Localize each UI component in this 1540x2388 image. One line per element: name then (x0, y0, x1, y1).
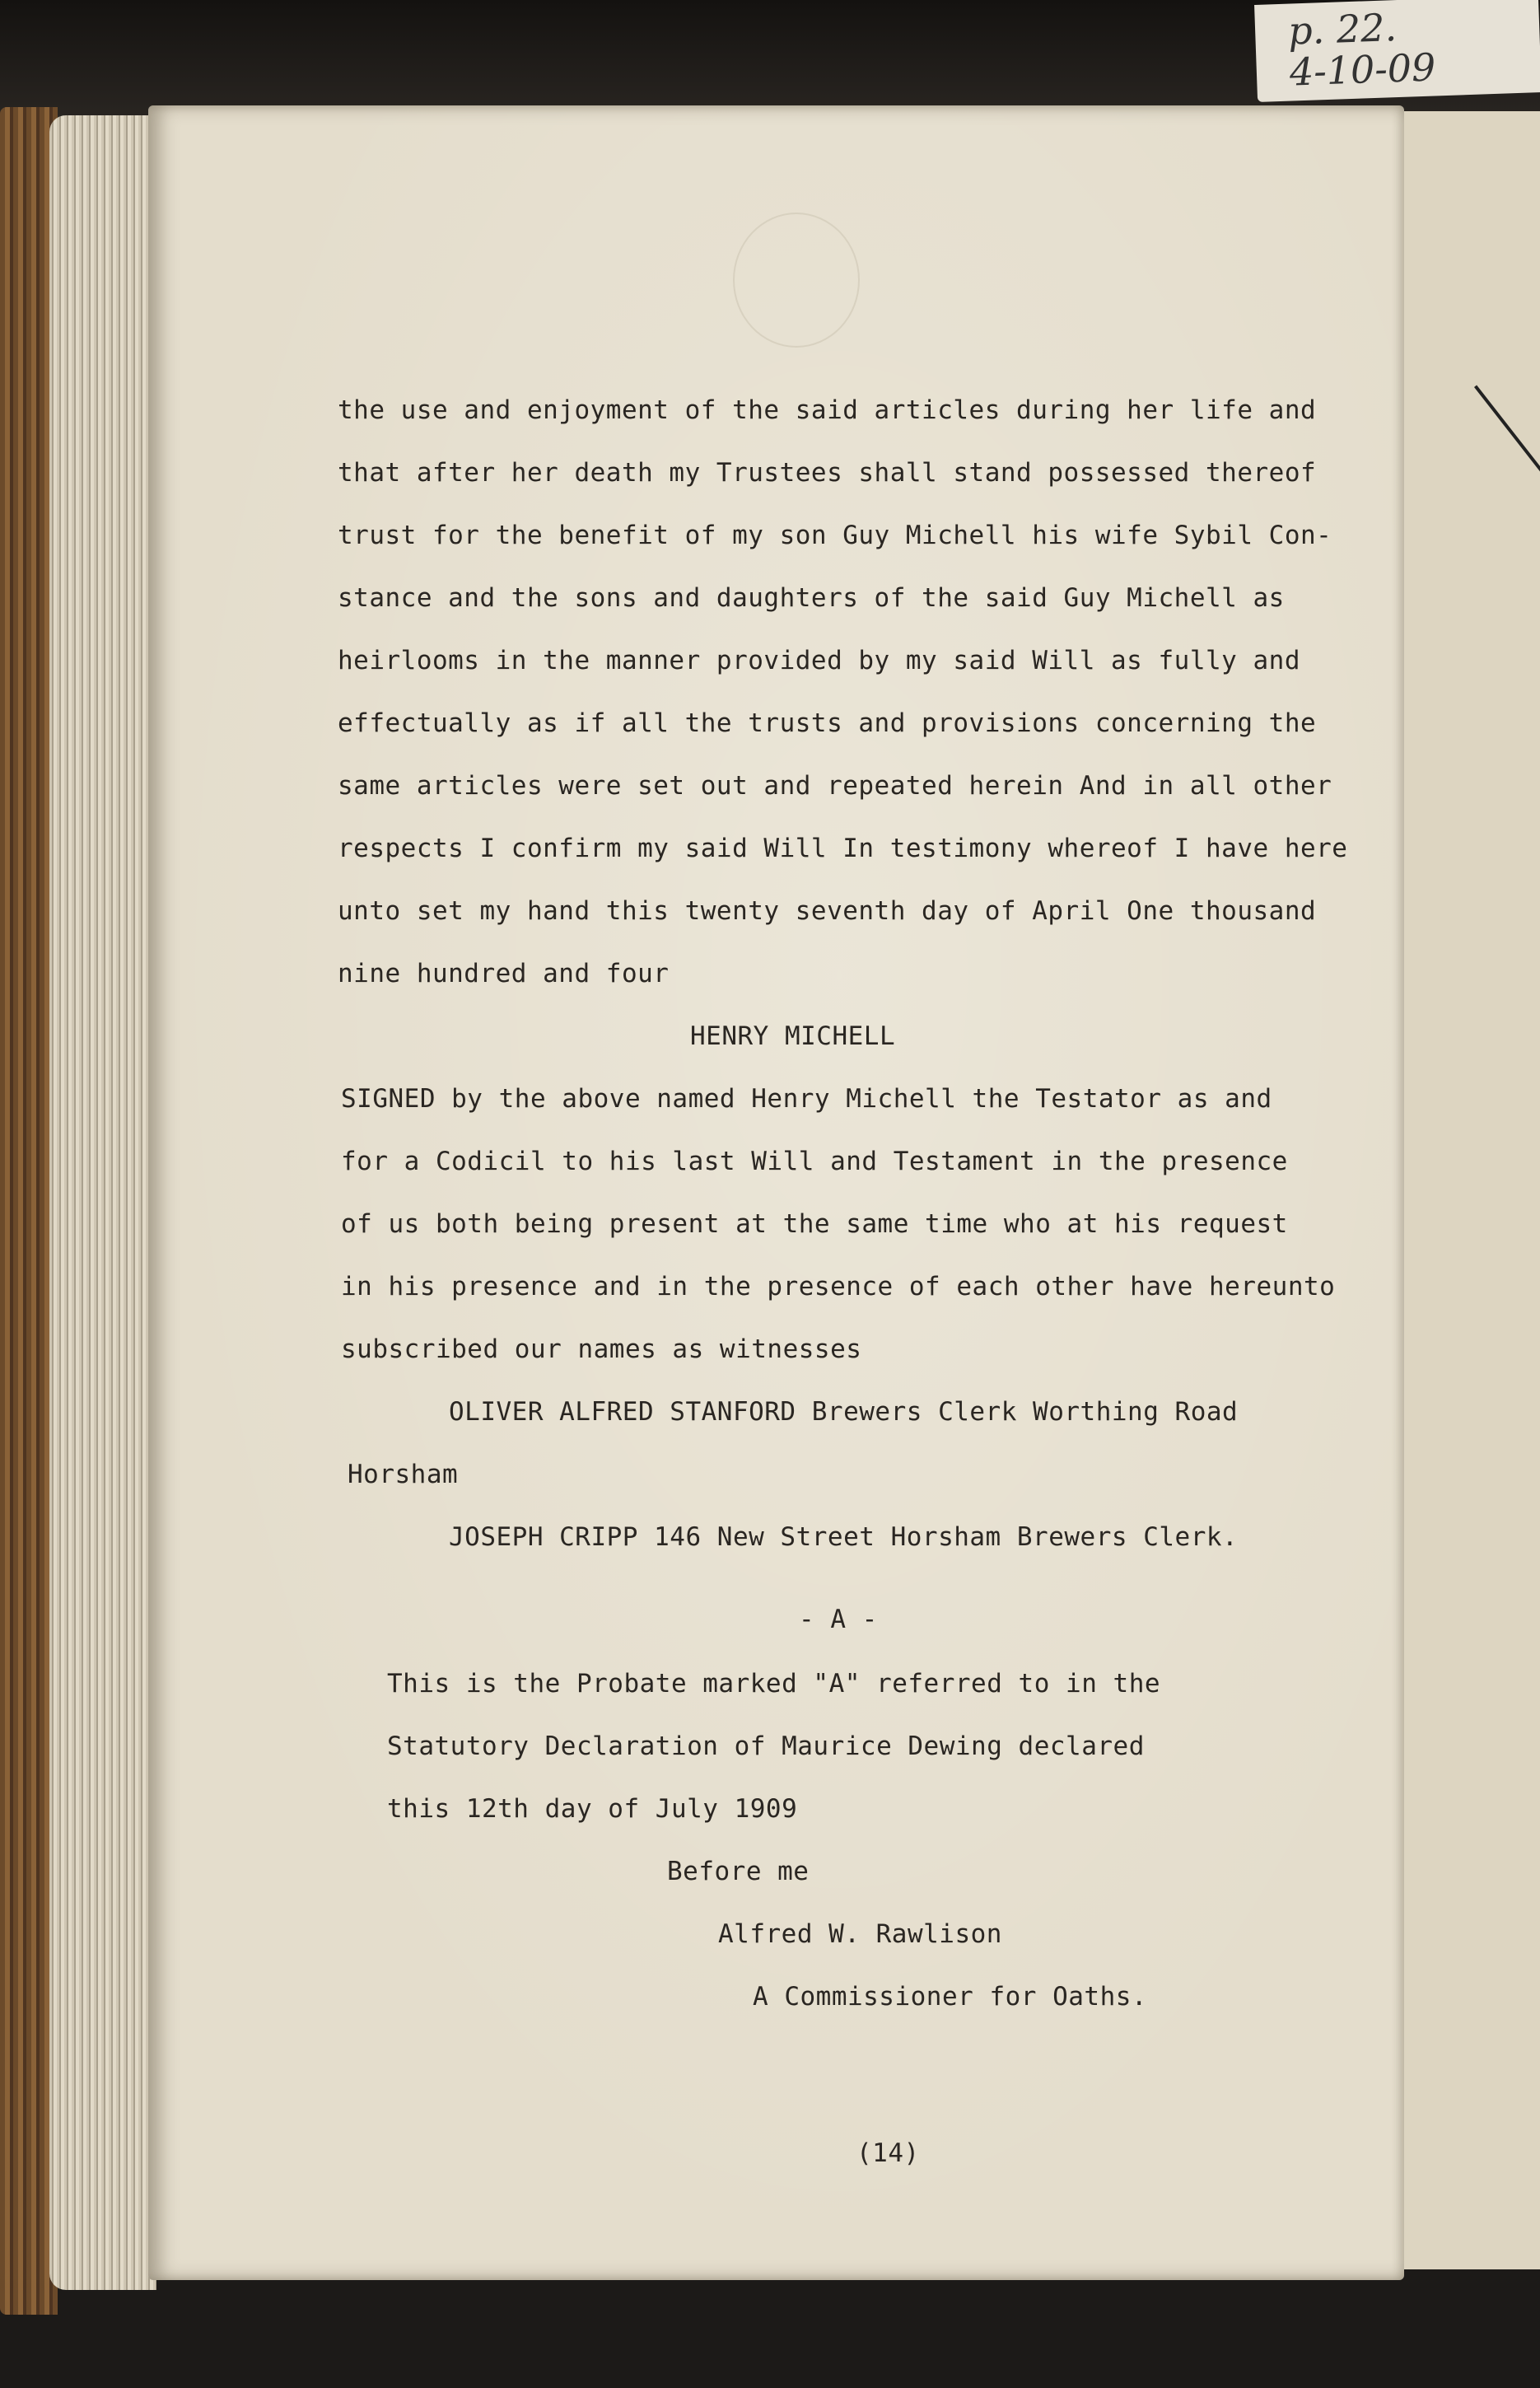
declaration-line: Statutory Declaration of Maurice Dewing declared (387, 1731, 1145, 1761)
body-line: respects I confirm my said Will In testimony whereof I have here (338, 834, 1348, 863)
signatory-name: HENRY MICHELL (690, 1021, 896, 1051)
declaration-line: This is the Probate marked "A" referred to in the (387, 1669, 1161, 1699)
body-line: stance and the sons and daughters of the said Guy Michell as (338, 583, 1285, 613)
attestation-line: subscribed our names as witnesses (341, 1334, 862, 1364)
body-line: the use and enjoyment of the said articles during her life and (338, 395, 1317, 425)
commissioner-title: A Commissioner for Oaths. (753, 1982, 1148, 2012)
attestation-line: in his presence and in the presence of each other have hereunto (341, 1272, 1336, 1301)
page-stack-edge (49, 115, 156, 2290)
exhibit-mark: - A - (799, 1605, 878, 1634)
witness-one-town: Horsham (348, 1460, 459, 1489)
body-line: effectually as if all the trusts and provisions concerning the (338, 708, 1317, 738)
attestation-line: SIGNED by the above named Henry Michell the Testator as and (341, 1084, 1272, 1114)
witness-two: JOSEPH CRIPP 146 New Street Horsham Brewers Clerk. (449, 1522, 1239, 1552)
body-line: unto set my hand this twenty seventh day of April One thousand (338, 896, 1317, 926)
witness-one: OLIVER ALFRED STANFORD Brewers Clerk Worthing Road (449, 1397, 1239, 1427)
archive-tag (1254, 0, 1540, 102)
before-me: Before me (667, 1857, 810, 1886)
document-page (148, 105, 1404, 2280)
attestation-line: of us both being present at the same time who at his request (341, 1209, 1288, 1239)
body-line: heirlooms in the manner provided by my said Will as fully and (338, 646, 1300, 675)
facing-page (1392, 111, 1540, 2269)
archive-tag-note: p. 22. 4-10-09 (1287, 5, 1437, 95)
page-number: (14) (856, 2138, 920, 2168)
body-line: nine hundred and four (338, 959, 670, 988)
body-line: same articles were set out and repeated herein And in all other (338, 771, 1332, 801)
body-line: that after her death my Trustees shall stand possessed thereof (338, 458, 1317, 488)
commissioner-name: Alfred W. Rawlison (718, 1919, 1002, 1949)
embossed-seal (733, 213, 860, 348)
body-line: trust for the benefit of my son Guy Michell his wife Sybil Con- (338, 521, 1332, 550)
attestation-line: for a Codicil to his last Will and Testament in the presence (341, 1147, 1288, 1176)
declaration-line: this 12th day of July 1909 (387, 1794, 798, 1824)
